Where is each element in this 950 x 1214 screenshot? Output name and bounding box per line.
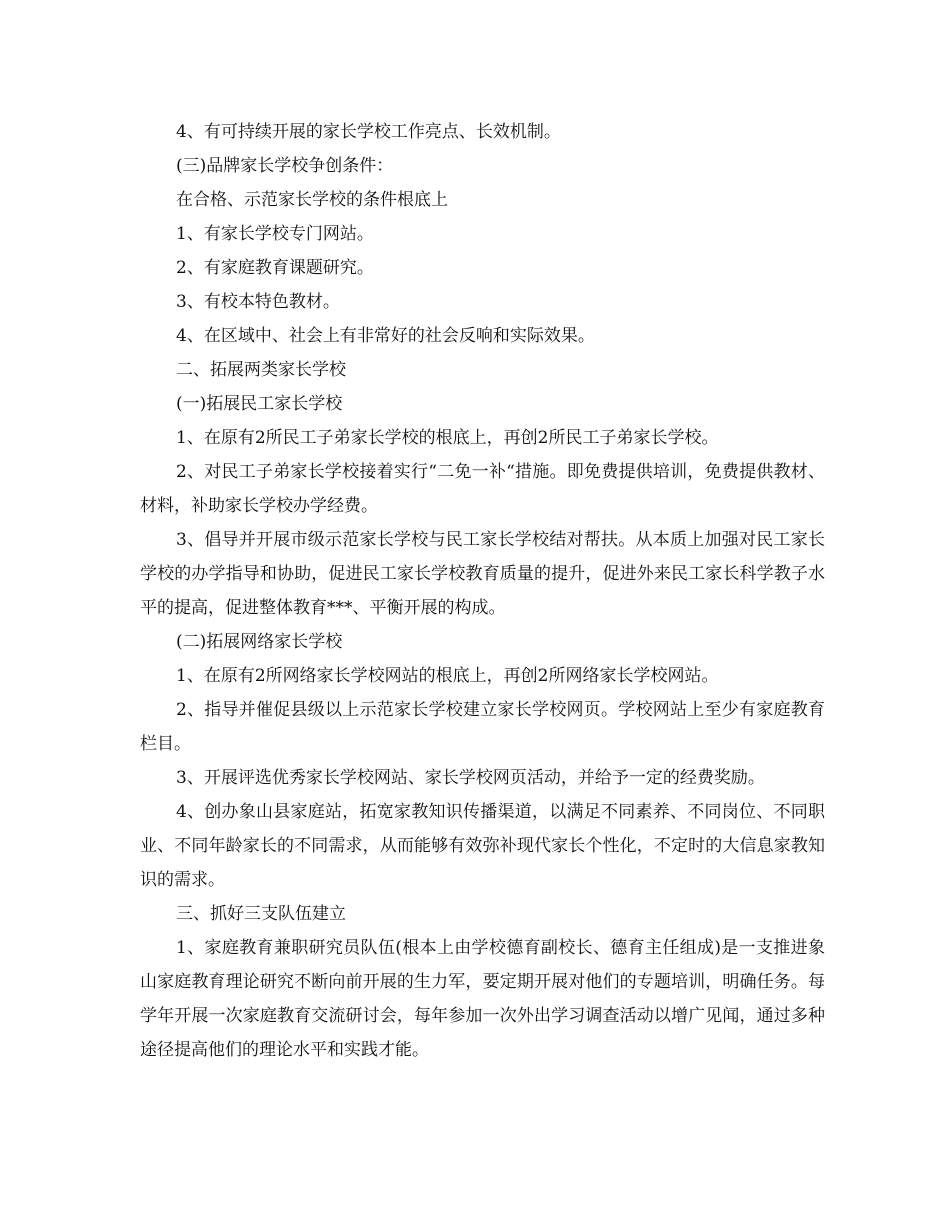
section-heading: 二、拓展两类家长学校 bbox=[176, 360, 346, 380]
document-body bbox=[140, 115, 825, 1067]
section-heading: (二)拓展网络家长学校 bbox=[176, 632, 343, 652]
paragraph: 在合格、示范家长学校的条件根底上 bbox=[176, 190, 448, 210]
paragraph: 4、在区域中、社会上有非常好的社会反响和实际效果。 bbox=[176, 326, 595, 346]
paragraph: 3、倡导并开展市级示范家长学校与民工家长学校结对帮扶。从本质上加强对民工家长学校的办学指导和协助，促进民工家长学校教育质量的提升，促进外来民工家长科学教子水平的提高，促进整体教育***、平衡开展的构成。 bbox=[140, 530, 825, 618]
paragraph: 2、指导并催促县级以上示范家长学校建立家长学校网页。学校网站上至少有家庭教育栏目。 bbox=[140, 700, 825, 754]
paragraph: 2、对民工子弟家长学校接着实行“二免一补“措施。即免费提供培训，免费提供教材、材料，补助家长学校办学经费。 bbox=[140, 462, 825, 516]
paragraph: 1、有家长学校专门网站。 bbox=[176, 224, 374, 244]
paragraph: 1、家庭教育兼职研究员队伍(根本上由学校德育副校长、德育主任组成)是一支推进象山家庭教育理论研究不断向前开展的生力军，要定期开展对他们的专题培训，明确任务。每学年开展一次家庭教育交流研讨会，每年参加一次外出学习调查活动以增广见闻，通过多种途径提高他们的理论水平和实践才能。 bbox=[140, 938, 825, 1060]
section-heading: 三、抓好三支队伍建立 bbox=[176, 904, 346, 924]
paragraph: 4、有可持续开展的家长学校工作亮点、长效机制。 bbox=[176, 122, 561, 142]
paragraph: 2、有家庭教育课题研究。 bbox=[176, 258, 374, 278]
paragraph: 3、有校本特色教材。 bbox=[176, 292, 340, 312]
paragraph: 3、开展评选优秀家长学校网站、家长学校网页活动，并给予一定的经费奖励。 bbox=[176, 768, 765, 788]
paragraph: 1、在原有2所网络家长学校网站的根底上，再创2所网络家长学校网站。 bbox=[176, 666, 719, 686]
section-heading: (三)品牌家长学校争创条件： bbox=[176, 156, 394, 176]
section-heading: (一)拓展民工家长学校 bbox=[176, 394, 343, 414]
paragraph: 4、创办象山县家庭站，拓宽家教知识传播渠道，以满足不同素养、不同岗位、不同职业、不同年龄家长的不同需求，从而能够有效弥补现代家长个性化，不定时的大信息家教知识的需求。 bbox=[140, 802, 825, 890]
paragraph: 1、在原有2所民工子弟家长学校的根底上，再创2所民工子弟家长学校。 bbox=[176, 428, 719, 448]
